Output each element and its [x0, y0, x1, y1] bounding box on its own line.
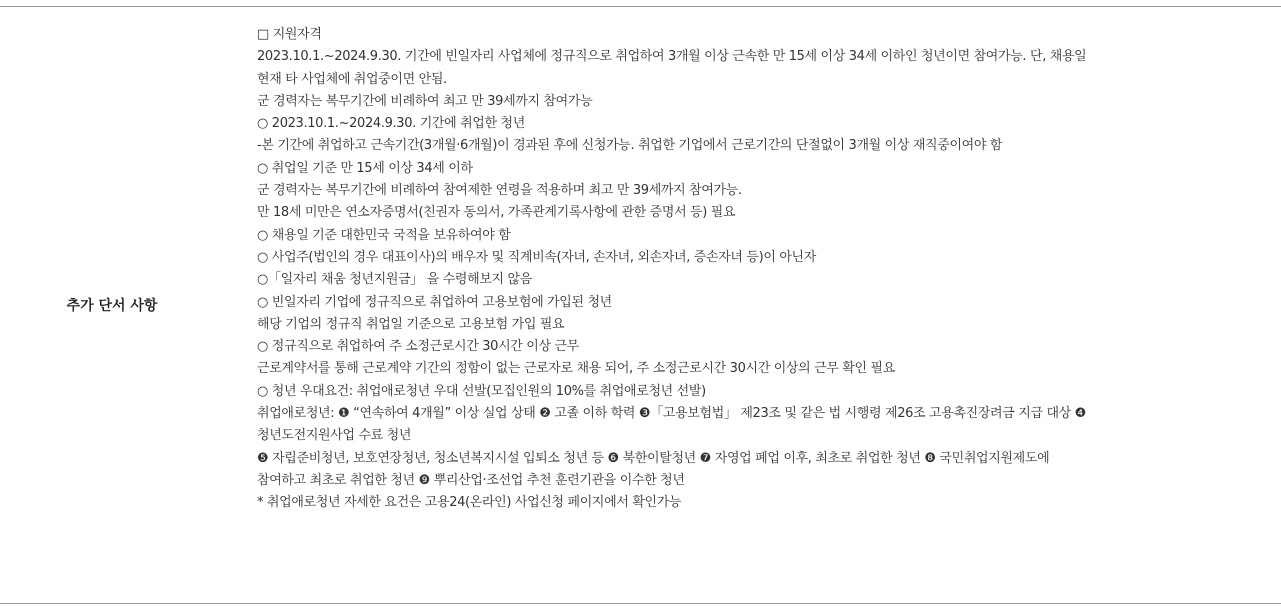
content-line: ○ 채용일 기준 대한민국 국적을 보유하여야 함	[257, 227, 511, 243]
row-header-cell	[0, 7, 236, 603]
content-line: 청년도전지원사업 수료 청년	[257, 428, 412, 444]
content-line: 2023.10.1.~2024.9.30. 기간에 빈일자리 사업체에 정규직으로 취업하여 3개월 이상 근속한 만 15세 이상 34세 이하인 청년이면 참여가능. 단, 채용일	[257, 49, 1087, 65]
content-line: 현재 타 사업체에 취업중이면 안됨.	[257, 71, 447, 87]
footnote-line: * 취업애로청년 자세한 요건은 고용24(온라인) 사업신청 페이지에서 확인가능	[257, 495, 682, 511]
row-header-label: 추가 단서 사항	[66, 298, 158, 314]
content-line: ○ 사업주(법인의 경우 대표이사)의 배우자 및 직계비속(자녀, 손자녀, 외손자녀, 증손자녀 등)이 아닌자	[257, 249, 816, 265]
content-line: 참여하고 최초로 취업한 청년 ❾ 뿌리산업·조선업 추천 훈련기관을 이수한 청년	[257, 472, 685, 488]
content-line: ○ 취업일 기준 만 15세 이상 34세 이하	[257, 160, 473, 176]
content-line: 만 18세 미만은 연소자증명서(친권자 동의서, 가족관계기록사항에 관한 증명서 등) 필요	[257, 205, 736, 221]
content-line: ○ 2023.10.1.~2024.9.30. 기간에 취업한 청년	[257, 116, 525, 132]
content-line: ○ 빈일자리 기업에 정규직으로 취업하여 고용보험에 가입된 청년	[257, 294, 612, 310]
content-line: -본 기간에 취업하고 근속기간(3개월·6개월)이 경과된 후에 신청가능. 취업한 기업에서 근로기간의 단절없이 3개월 이상 재직중이여야 함	[257, 138, 1003, 154]
content-line: ○「일자리 채움 청년지원금」 을 수령해보지 않음	[257, 272, 532, 288]
eligibility-heading: □ 지원자격	[257, 27, 322, 42]
content-line: 해당 기업의 정규직 취업일 기준으로 고용보험 가입 필요	[257, 316, 565, 332]
content-line: 근로계약서를 통해 근로계약 기간의 정함이 없는 근로자로 채용 되어, 주 소정근로시간 30시간 이상의 근무 확인 필요	[257, 361, 895, 377]
content-line: ❺ 자립준비청년, 보호연장청년, 청소년복지시설 입퇴소 청년 등 ❻ 북한이탈청년 ❼ 자영업 폐업 이후, 최초로 취업한 청년 ❽ 국민취업지원제도에	[257, 450, 1050, 466]
content-line: 군 경력자는 복무기간에 비례하여 최고 만 39세까지 참여가능	[257, 93, 593, 109]
row-content-cell	[236, 7, 1281, 603]
content-line: ○ 청년 우대요건: 취업애로청년 우대 선발(모집인원의 10%를 취업애로청년 선발)	[257, 383, 706, 399]
content-line: 군 경력자는 복무기간에 비례하여 참여제한 연령을 적용하며 최고 만 39세까지 참여가능.	[257, 183, 742, 199]
info-table-row	[0, 6, 1281, 604]
content-line: ○ 정규직으로 취업하여 주 소정근로시간 30시간 이상 근무	[257, 339, 579, 355]
content-line: 취업애로청년: ❶ “연속하여 4개월” 이상 실업 상태 ❷ 고졸 이하 학력 ❸「고용보험법」 제23조 및 같은 법 시행령 제26조 고용촉진장려금 지급 대상 ❹	[257, 406, 1086, 422]
